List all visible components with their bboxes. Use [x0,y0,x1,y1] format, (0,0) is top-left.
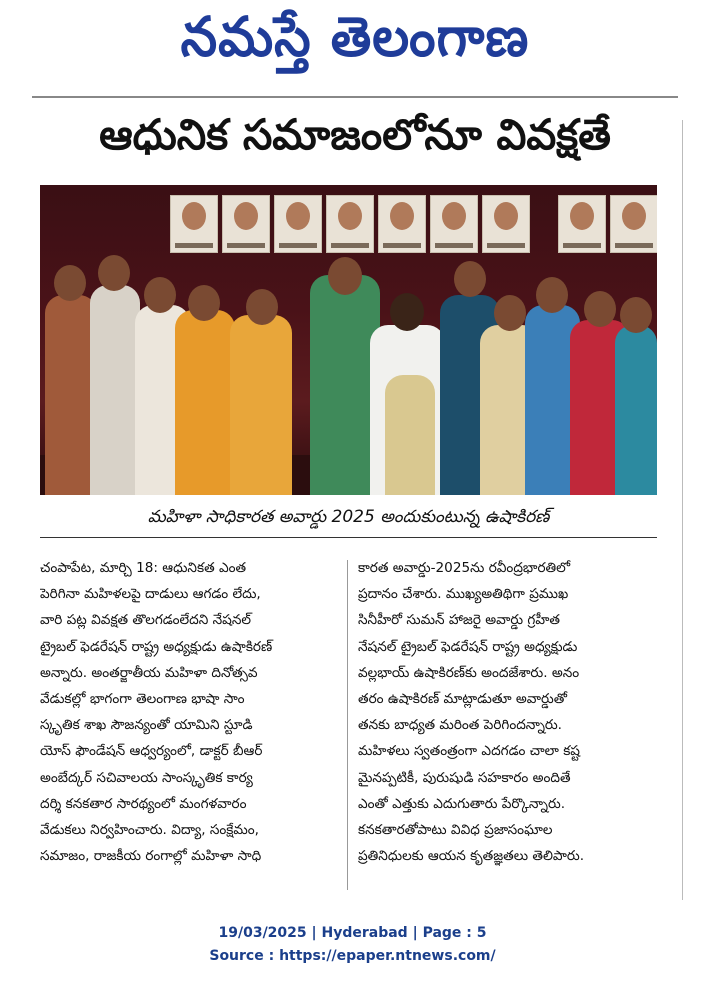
article-line: అన్నారు. అంతర్జాతీయ మహిళా దినోత్సవ [40,664,258,681]
article-photo [40,185,657,495]
article-line: సినీహీరో సుమన్ హాజరై అవార్డు గ్రహీత [358,612,560,629]
article-line: నేషనల్ ట్రైబల్ ఫెడరేషన్ రాష్ట్ర అధ్యక్షుడు [358,638,578,655]
masthead [0,0,705,100]
person-head [98,255,130,291]
award-trophy [385,375,435,495]
article-line: స్కృతిక శాఖ సౌజన్యంతో యామిని స్టూడి [40,717,253,734]
article-line: వేడుకలు నిర్వహించారు. విద్యా, సంక్షేమం, [40,822,259,839]
masthead-divider [32,96,678,98]
person-head [144,277,176,313]
person-figure [90,285,140,495]
person-head [246,289,278,325]
portrait-frame [378,195,426,253]
page-edge-rule [682,120,683,900]
article-line: కనకతారతోపాటు వివిధ ప్రజాసంఘాల [358,822,553,839]
article-line: వల్లభాయ్ ఉషాకిరణ్‌కు అందజేశారు. అనం [358,664,580,681]
person-head [328,257,362,295]
article-line: చంపాపేట, మార్చి 18: ఆధునికత ఎంత [40,560,247,576]
article-line: తరం ఉషాకిరణ్ మాట్లాడుతూ అవార్డుతో [358,691,568,708]
article-line: అంబేద్కర్ సచివాలయ సాంస్కృతిక కార్య [40,769,253,786]
article-line: ఎంతో ఎత్తుకు ఎదుగుతారు పేర్కొన్నారు. [358,795,566,812]
portrait-frame [558,195,606,253]
person-figure [175,310,235,495]
portrait-frame [430,195,478,253]
article-column-right [358,555,666,869]
article-line: ప్రతినిధులకు ఆయన కృతజ్ఞతలు తెలిపారు. [358,848,585,865]
article-line: వారి పట్ల వివక్షత తొలగడంలేదని నేషనల్ [40,612,252,629]
article-line: ట్రైబల్ ఫెడరేషన్ రాష్ట్ర అధ్యక్షుడు ఉషాకిరణ్ [40,638,273,655]
person-head [188,285,220,321]
article-line: పెరిగినా మహిళలపై దాడులు ఆగడం లేదు, [40,586,261,603]
person-figure [230,315,292,495]
person-head [494,295,526,331]
article-line: దర్శి కనకతార సారథ్యంలో మంగళవారం [40,795,247,812]
person-head [584,291,616,327]
article-line: ప్రదానం చేశారు. ముఖ్యఅతిథిగా ప్రముఖ [358,586,569,603]
portrait-frame [326,195,374,253]
person-head [390,293,424,331]
article-column-left [40,555,348,869]
portrait-frame [222,195,270,253]
photo-caption: మహిళా సాధికారత అవార్డు 2025 అందుకుంటున్న ఉషాకిరణ్ [40,497,657,538]
footer-source: Source : https://epaper.ntnews.com/ [209,948,496,964]
article-line: యోస్ ఫౌండేషన్ ఆధ్వర్యంలో, డాక్టర్ బీఆర్ [40,743,263,760]
portrait-frame [170,195,218,253]
article-line: మైనప్పటికీ, పురుషుడి సహకారం అందితే [358,769,571,786]
person-head [536,277,568,313]
article-line: మహిళలు స్వతంత్రంగా ఎదగడం చాలా కష్ట [358,743,580,760]
person-head [54,265,86,301]
masthead-title: నమస్తే తెలంగాణ [180,6,530,70]
article-line: కారత అవార్డు-2025ను రవీంద్రభారతిలో [358,560,571,576]
portrait-frame [482,195,530,253]
article-line: వేడుకల్లో భాగంగా తెలంగాణ భాషా సాం [40,691,245,708]
footer-meta: 19/03/2025 | Hyderabad | Page : 5 [218,925,487,941]
person-head [620,297,652,333]
person-figure [615,325,657,495]
person-head [454,261,486,297]
portrait-frame [610,195,657,253]
article-line: సమాజం, రాజకీయ రంగాల్లో మహిళా సాధి [40,848,262,865]
article-line: తనకు బాధ్యత మరింత పెరిగిందన్నారు. [358,717,562,734]
portrait-frame [274,195,322,253]
article-headline: ఆధునిక సమాజంలోనూ వివక్షతే [99,110,611,159]
